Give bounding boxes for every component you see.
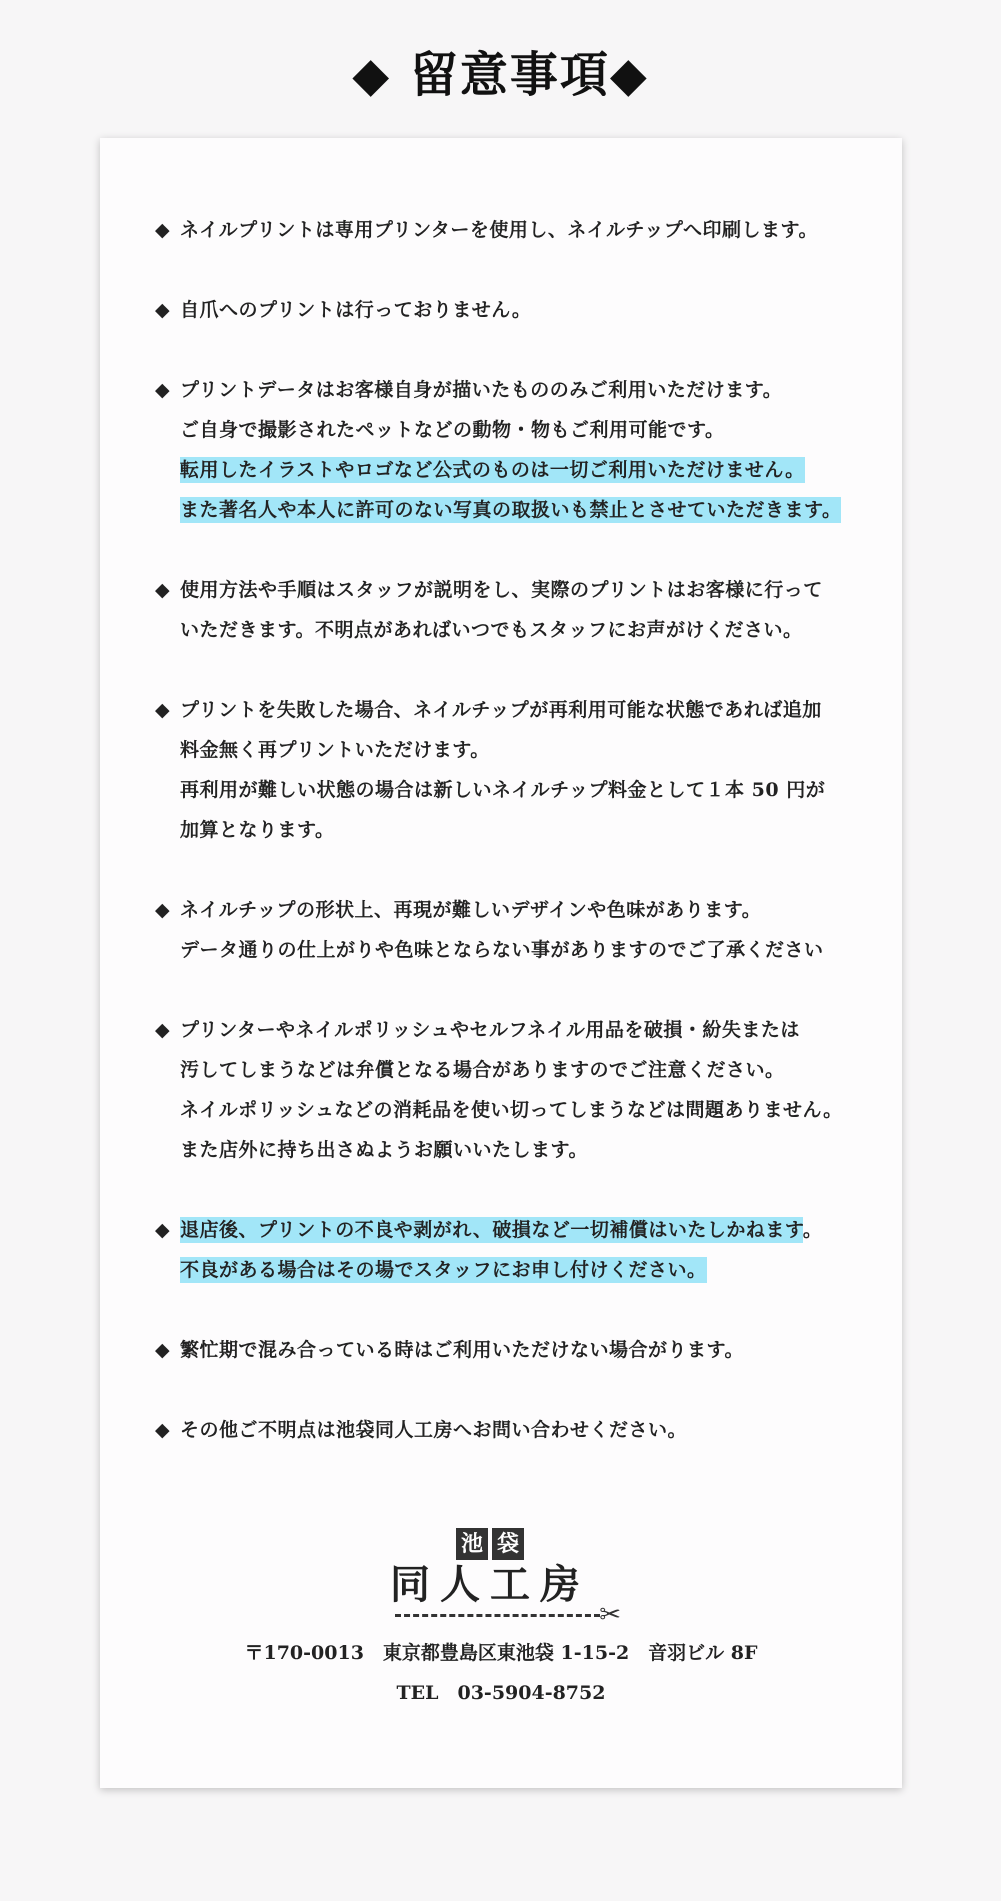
logo-dashed-rule <box>395 1600 621 1630</box>
note-line: いただきます。不明点があればいつでもスタッフにお声がけください。 <box>180 619 803 641</box>
note-item <box>155 1410 865 1450</box>
note-line: 加算となります。 <box>180 819 335 841</box>
note-line: ◆ プリントデータはお客様自身が描いたもののみご利用いただけます。 <box>155 370 865 410</box>
note-line: ◆ その他ご不明点は池袋同人工房へお問い合わせください。 <box>155 1410 865 1450</box>
diamond-bullet-icon: ◆ <box>155 1219 171 1241</box>
note-line: ネイルポリッシュなどの消耗品を使い切ってしまうなどは問題ありません。 <box>180 1099 843 1121</box>
logo-top <box>78 1528 902 1560</box>
shop-tel: TEL 03-5904-8752 <box>396 1682 606 1704</box>
note-item <box>155 370 865 530</box>
note-line: 再利用が難しい状態の場合は新しいネイルチップ料金として１本 50 円が <box>180 779 826 801</box>
note-line-highlighted: また著名人や本人に許可のない写真の取扱いも禁止とさせていただきます。 <box>180 499 842 521</box>
notes-list <box>155 210 865 1490</box>
notice-card <box>100 138 902 1788</box>
logo-char-box: 池 <box>456 1528 488 1560</box>
note-line: 汚してしまうなどは弁償となる場合がありますのでご注意ください。 <box>180 1059 785 1081</box>
scissors-icon: ✂ <box>599 1600 621 1630</box>
note-item <box>155 1330 865 1370</box>
note-item <box>155 1010 865 1170</box>
note-line: ◆ 使用方法や手順はスタッフが説明をし、実際のプリントはお客様に行って <box>155 570 865 610</box>
note-line-highlighted: ◆ 退店後、プリントの不良や剥がれ、破損など一切補償はいたしかねます。 <box>155 1210 865 1250</box>
diamond-bullet-icon: ◆ <box>155 219 171 241</box>
note-item <box>155 210 865 250</box>
diamond-bullet-icon: ◆ <box>155 1419 171 1441</box>
note-line: ◆ ネイルチップの形状上、再現が難しいデザインや色味があります。 <box>155 890 865 930</box>
diamond-bullet-icon: ◆ <box>155 899 171 921</box>
diamond-bullet-icon: ◆ <box>155 1339 171 1361</box>
note-line-highlighted: 不良がある場合はその場でスタッフにお申し付けください。 <box>180 1259 707 1281</box>
shop-address: 〒170-0013 東京都豊島区東池袋 1-15-2 音羽ビル 8F <box>244 1642 758 1664</box>
note-line-highlighted: 転用したイラストやロゴなど公式のものは一切ご利用いただけません。 <box>180 459 805 481</box>
note-line: また店外に持ち出さぬようお願いいたします。 <box>180 1139 588 1161</box>
diamond-bullet-icon: ◆ <box>155 699 171 721</box>
note-item <box>155 570 865 650</box>
note-line: 料金無く再プリントいただけます。 <box>180 739 490 761</box>
note-line: データ通りの仕上がりや色味とならない事がありますのでご了承ください <box>180 939 824 961</box>
note-line: ◆ プリントを失敗した場合、ネイルチップが再利用可能な状態であれば追加 <box>155 690 865 730</box>
note-line: ◆ ネイルプリントは専用プリンターを使用し、ネイルチップへ印刷します。 <box>155 210 865 250</box>
note-item <box>155 290 865 330</box>
diamond-bullet-icon: ◆ <box>155 579 171 601</box>
page-title: ◆ 留意事項◆ <box>352 47 649 103</box>
shop-logo <box>100 1528 902 1630</box>
note-item <box>155 1210 865 1290</box>
note-line: ご自身で撮影されたペットなどの動物・物もご利用可能です。 <box>180 419 725 441</box>
note-line: ◆ プリンターやネイルポリッシュやセルフネイル用品を破損・紛失または <box>155 1010 865 1050</box>
note-item <box>155 690 865 850</box>
logo-main-text: 同人工房 <box>390 1561 590 1608</box>
diamond-bullet-icon: ◆ <box>155 379 171 401</box>
diamond-bullet-icon: ◆ <box>155 1019 171 1041</box>
logo-char-box: 袋 <box>492 1528 524 1560</box>
note-line: ◆ 繁忙期で混み合っている時はご利用いただけない場合がります。 <box>155 1330 865 1370</box>
note-item <box>155 890 865 970</box>
note-line: ◆ 自爪へのプリントは行っておりません。 <box>155 290 865 330</box>
diamond-bullet-icon: ◆ <box>155 299 171 321</box>
